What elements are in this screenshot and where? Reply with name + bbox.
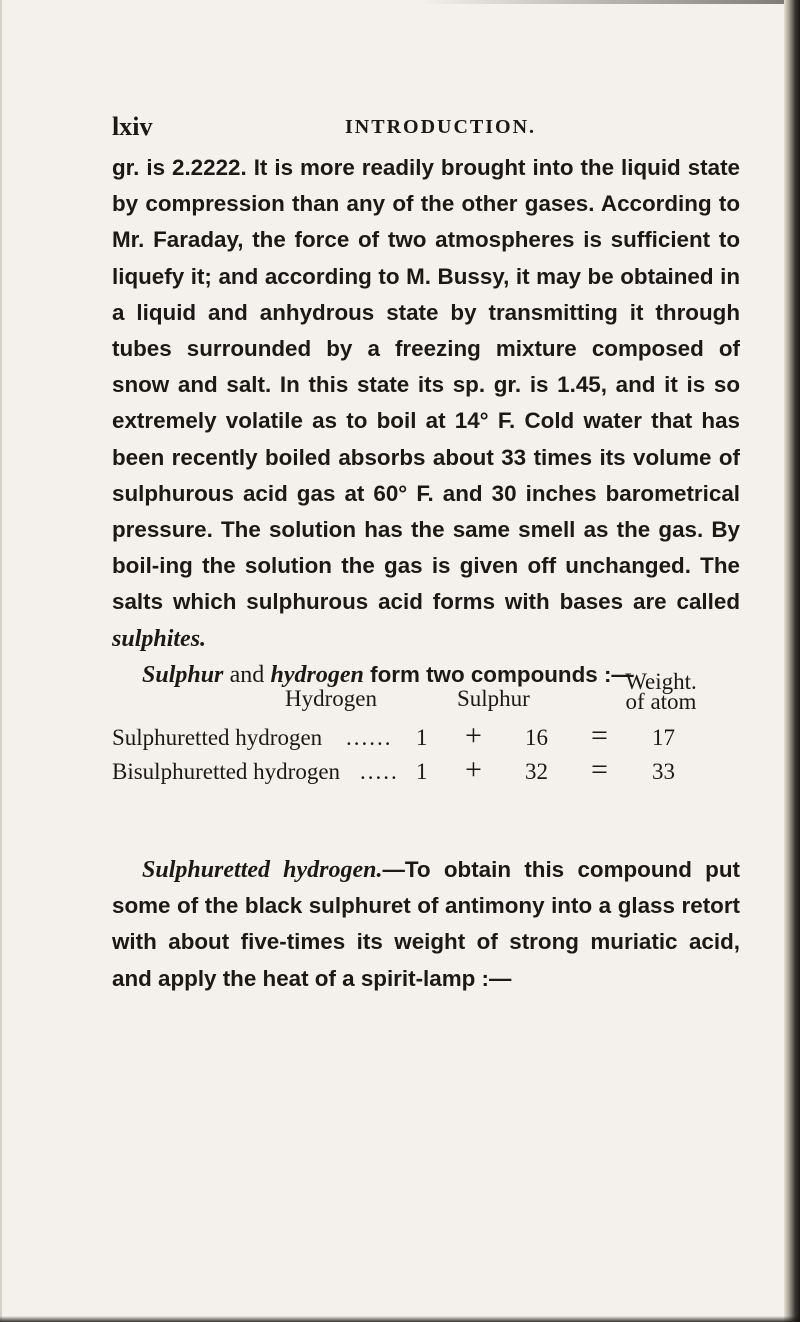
row-name: Bisulphuretted hydrogen (112, 759, 341, 784)
paragraph-1-italic-end: sulphites. (112, 625, 207, 652)
equals-sign: = (591, 719, 608, 752)
header-weight-line1: Weight. (625, 669, 697, 694)
row-weight: 17 (652, 725, 675, 750)
row-weight: 33 (652, 759, 675, 784)
header-sulphur: Sulphur (457, 686, 530, 711)
paragraph-3-italic-lead: Sulphuretted hydrogen. (142, 857, 383, 883)
row-sulphur: 32 (525, 759, 548, 784)
page-edge-top (420, 0, 800, 4)
paragraph-2-and: and (229, 661, 265, 688)
page-edge-left (0, 0, 2, 1322)
main-text (112, 150, 740, 693)
row-name: Sulphuretted hydrogen (112, 725, 323, 750)
paragraph-2-rest: form two compounds :— (370, 661, 634, 687)
header-weight (601, 669, 721, 714)
row-sulphur: 16 (525, 725, 548, 750)
compound-table (112, 669, 752, 792)
header-hydrogen: Hydrogen (285, 686, 377, 711)
paragraph-3 (112, 852, 740, 997)
equals-sign: = (591, 753, 608, 786)
paragraph-1-text: gr. is 2.2222. It is more readily brought into the liquid state by compression than any of the other gases. According to Mr. Faraday, the force of two atmospheres is sufficient to liquefy it; and according to M. Bussy, it may be obtained in a liquid and anhydrous state by transmitting it through tubes surrounded by a freezing mixture composed of snow and salt. In this state its sp. gr. is 1.45, and it is so extremely volatile as to boil at 14° F. Cold water that has been recently boiled absorbs about 33 times its volume of sulphurous acid gas at 60° F. and 30 inches barometrical pressure. The solution has the same smell as the gas. By boil-ing the solution the gas is given off unchanged. The salts which sulphurous acid forms with bases are called (112, 155, 740, 615)
running-head: INTRODUCTION. (345, 116, 537, 138)
row-dots: ..... (360, 759, 399, 784)
paragraph-3-text: —To obtain this compound put some of the black sulphuret of antimony into a glass retort with about five-times its weight of strong muriatic acid, and apply the heat of a spirit-lamp :— (112, 857, 740, 991)
plus-sign: + (465, 753, 482, 786)
paragraph-2-italic-a: Sulphur (142, 661, 224, 688)
page-edge-bottom (0, 1316, 800, 1322)
page-number: lxiv (112, 112, 153, 141)
row-dots: ...... (346, 725, 393, 750)
paragraph-1 (112, 150, 740, 657)
header-weight-line2: of atom (625, 689, 697, 714)
page-edge-right (784, 0, 800, 1322)
row-hydrogen: 1 (416, 725, 428, 750)
row-hydrogen: 1 (416, 759, 428, 784)
page-header (112, 112, 732, 142)
paragraph-2-italic-b: hydrogen (270, 661, 364, 688)
plus-sign: + (465, 719, 482, 752)
